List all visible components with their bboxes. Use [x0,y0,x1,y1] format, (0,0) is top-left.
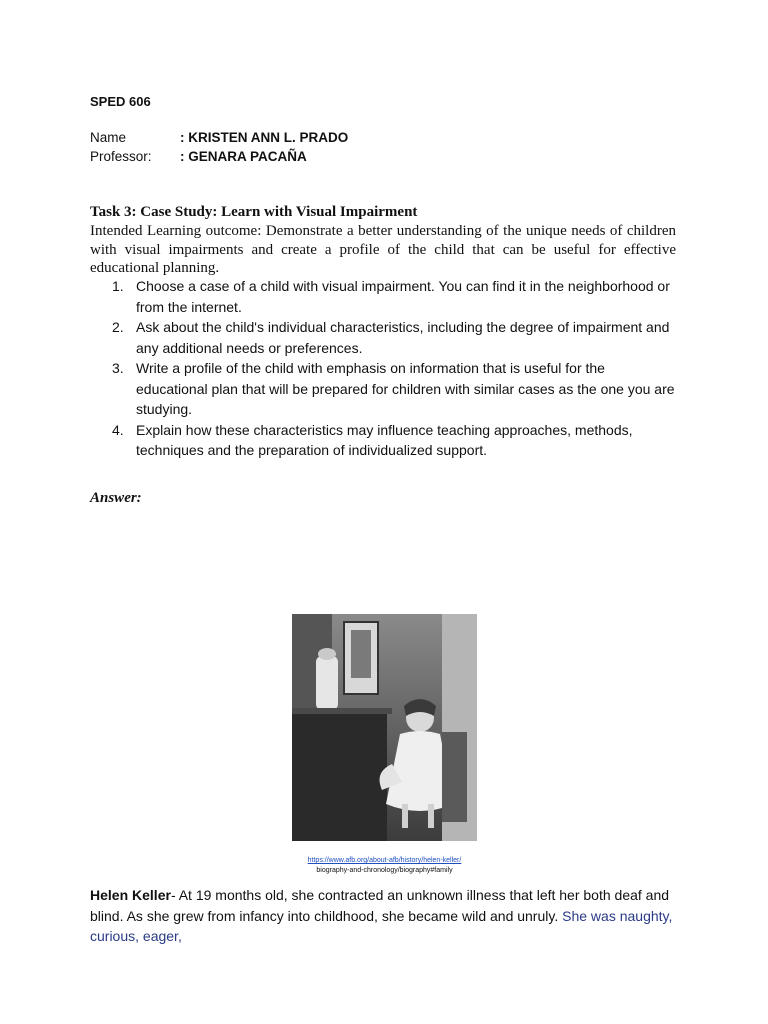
item-text: Ask about the child's individual characteristics, including the degree of impairment and any additional needs or preferences. [136,319,670,356]
item-text: Explain how these characteristics may influence teaching approaches, methods, techniques and the preparation of individualized support. [136,421,633,458]
course-code: SPED 606 [90,94,151,109]
item-number: 4. [112,421,124,438]
item-number: 1. [112,278,124,294]
student-name-row [90,130,348,145]
item-number: 2. [112,319,124,335]
task-list [90,276,680,461]
item-text: Write a profile of the child with emphasis on information that is useful for the educational plan that will be prepared for children with similar cases as the one you are studying. [136,360,675,417]
item-number: 3. [112,360,124,376]
item-text: Choose a case of a child with visual impairment. You can find it in the neighborhood or from the internet. [136,278,670,315]
answer-heading: Answer: [90,490,142,506]
bio-highlight: She was naughty, curious, eager, [90,907,673,944]
professor-name: : GENARA PACAÑA [180,149,307,164]
helen-keller-photo [292,614,477,841]
professor-row [90,149,307,164]
image-source-link[interactable]: https://www.afb.org/about-afb/history/helen-keller/ [307,857,462,864]
list-item [90,276,680,317]
name-label: Name [90,130,127,145]
bio-paragraph [90,885,680,947]
image-source-path: biography-and-chronology/biography#family [316,867,453,874]
task-title: Task 3: Case Study: Learn with Visual Impairment [90,204,418,220]
list-item [90,358,680,420]
bio-text: - At 19 months old, she contracted an unknown illness that left her both deaf and blind. As she grew from infancy into childhood, she became wild and unruly. [90,887,670,924]
bio-name: Helen Keller [90,887,171,903]
list-item [90,317,680,358]
student-name: : KRISTEN ANN L. PRADO [180,130,349,145]
professor-label: Professor: [90,149,152,164]
list-item [90,420,680,461]
learning-outcome: Intended Learning outcome: Demonstrate a better understanding of the unique needs of children with visual impairments and create a profile of the child that can be useful for effective educational planning. [90,223,676,276]
